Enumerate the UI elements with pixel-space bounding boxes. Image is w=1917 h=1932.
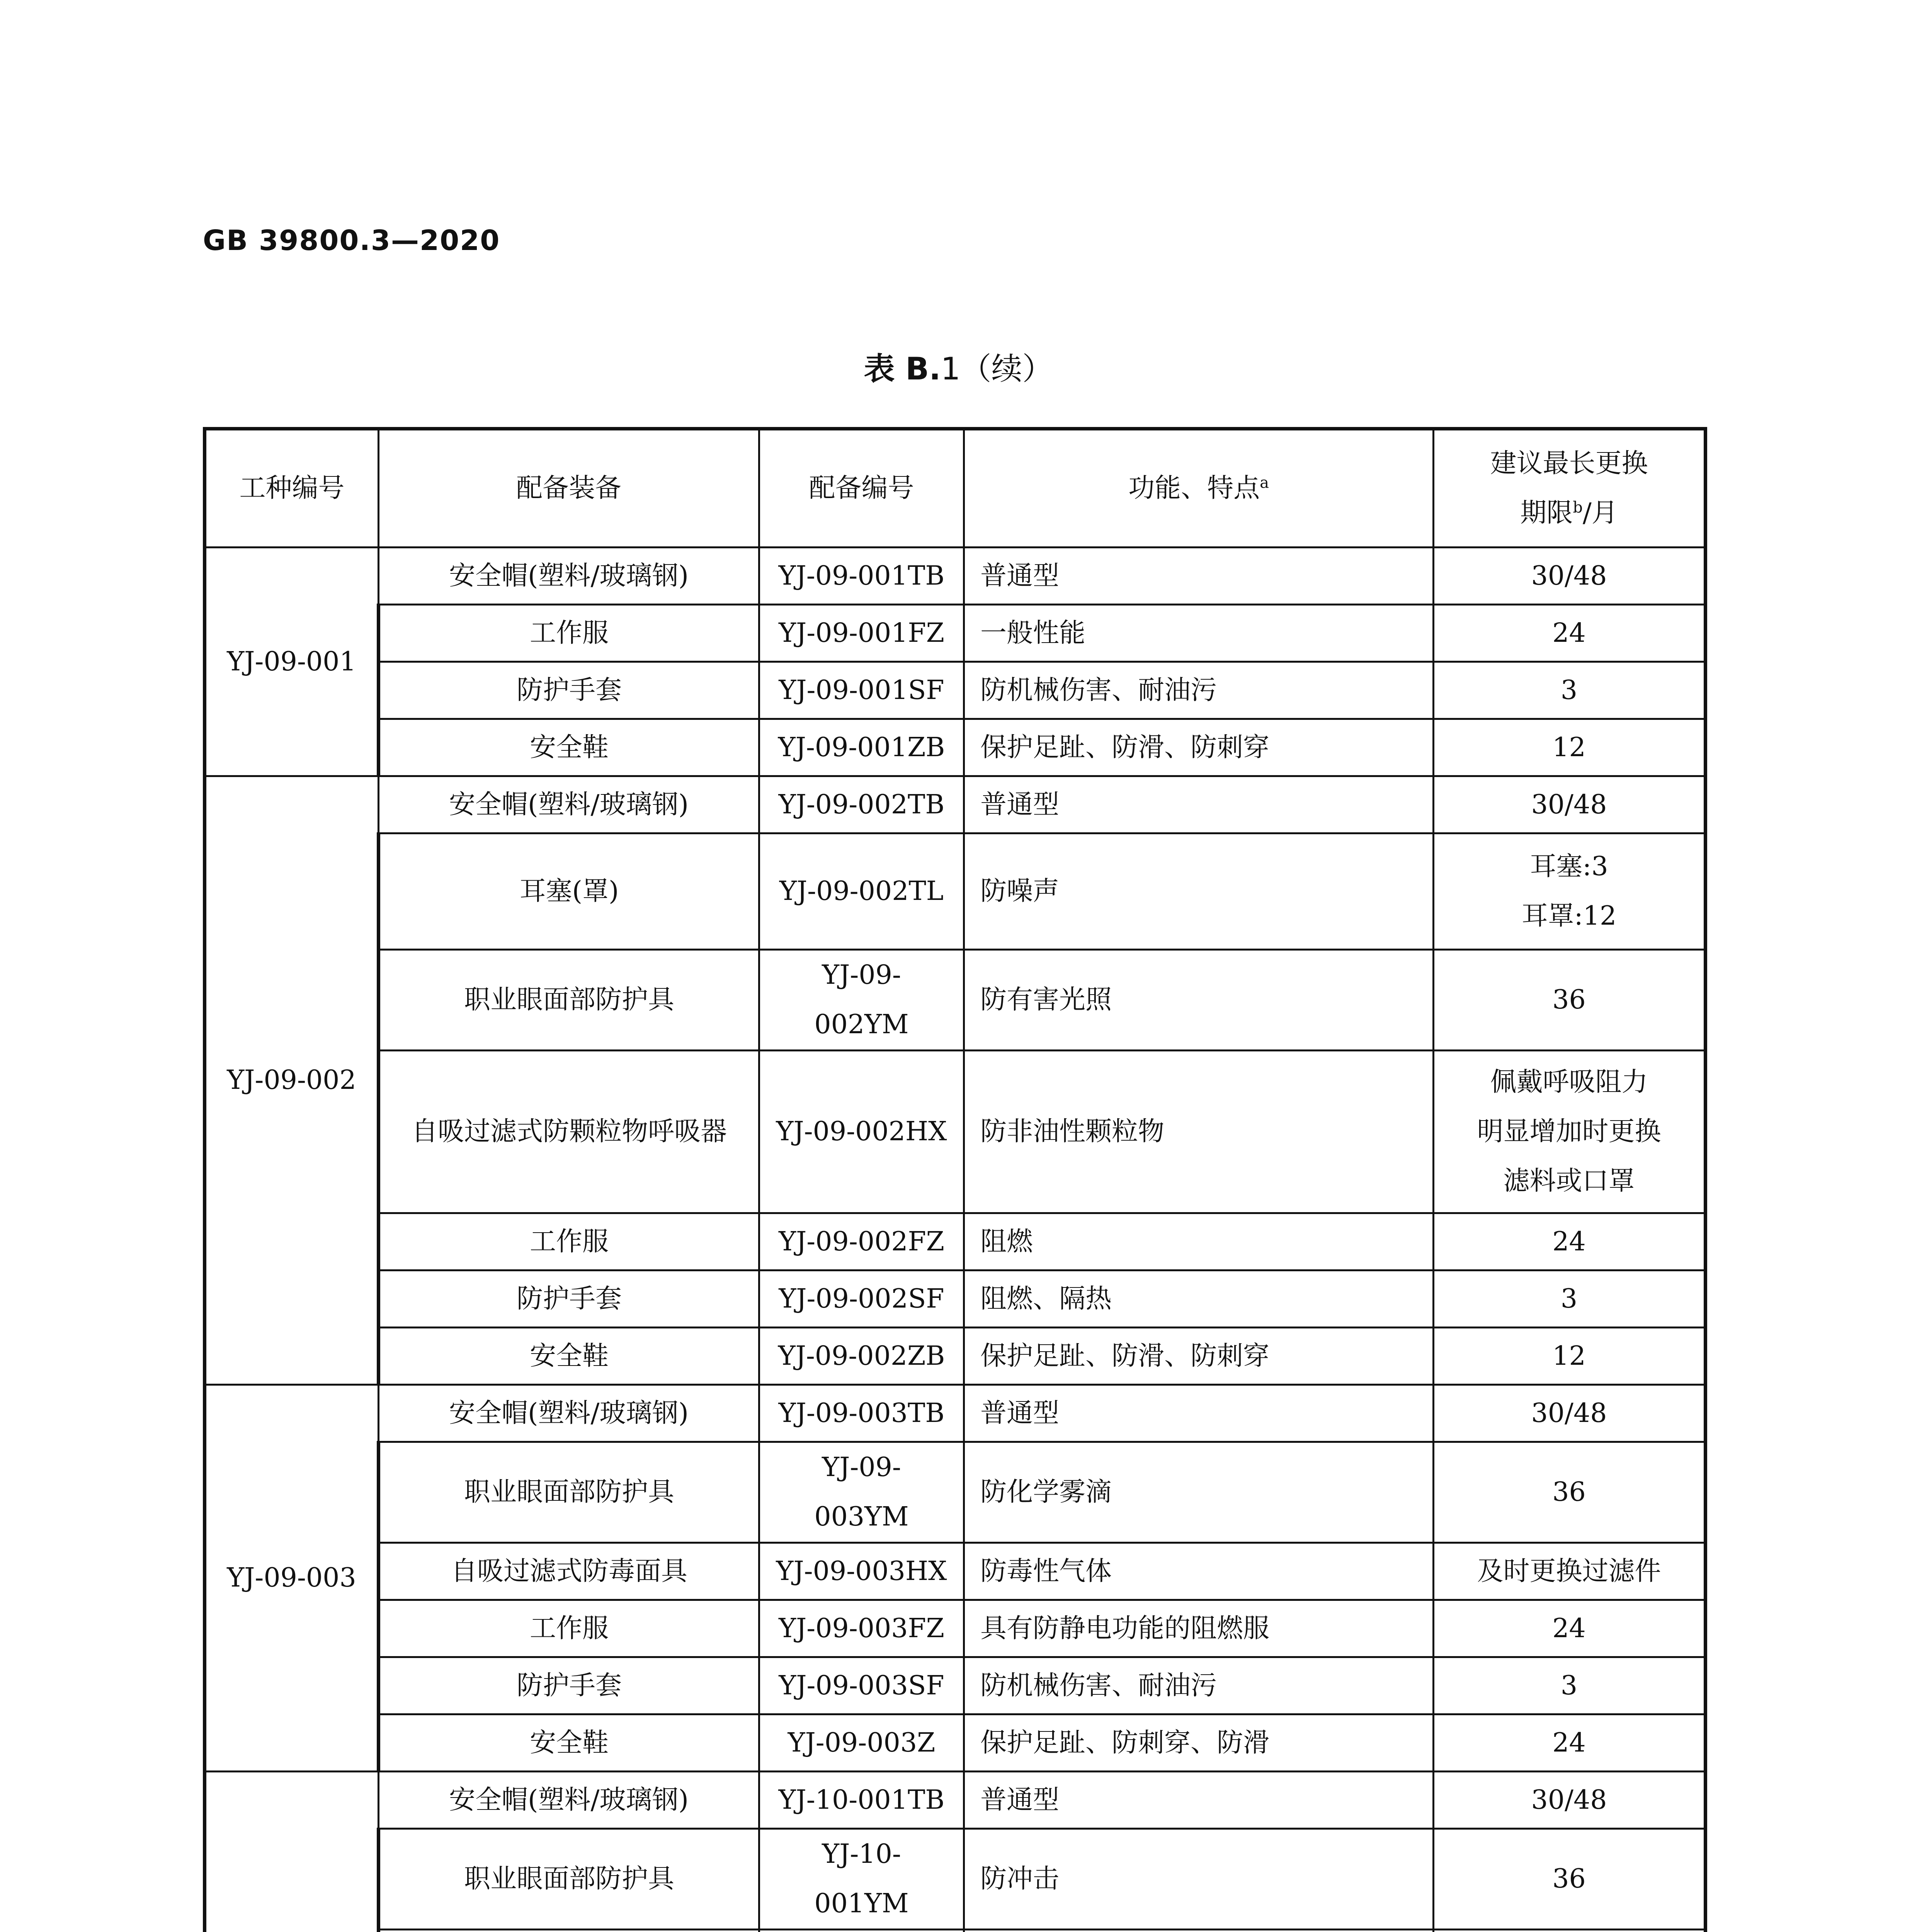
table-row bbox=[205, 662, 1706, 719]
period-cell bbox=[1434, 1051, 1706, 1213]
period-cell bbox=[1434, 719, 1706, 776]
period-line: 明显增加时更换 bbox=[1477, 1116, 1661, 1147]
period-line: 及时更换过滤件 bbox=[1477, 1556, 1661, 1587]
work-type-cell: YJ-09-001 bbox=[205, 548, 379, 776]
period-line: 30/48 bbox=[1531, 1398, 1607, 1429]
period-cell bbox=[1434, 776, 1706, 833]
col-header-work-type: 工种编号 bbox=[205, 429, 379, 548]
table-row bbox=[205, 1270, 1706, 1328]
table-row bbox=[205, 1442, 1706, 1543]
table-row bbox=[205, 1385, 1706, 1442]
period-cell bbox=[1434, 1772, 1706, 1829]
code-cell: YJ-09-002TB bbox=[759, 776, 964, 833]
period-line: 3 bbox=[1560, 1670, 1578, 1701]
code-cell bbox=[759, 1930, 964, 1932]
code-cell: YJ-09-002YM bbox=[759, 950, 964, 1051]
period-line: 耳罩:12 bbox=[1521, 901, 1617, 931]
equipment-cell: 自吸过滤式防颗粒物呼吸器 bbox=[379, 1051, 759, 1213]
period-cell bbox=[1434, 1442, 1706, 1543]
equipment-cell: 安全鞋 bbox=[379, 1328, 759, 1385]
period-line: 36 bbox=[1552, 1864, 1586, 1894]
period-line: 滤料或口罩 bbox=[1503, 1166, 1635, 1196]
period-line: 30/48 bbox=[1531, 789, 1607, 820]
code-cell: YJ-09-001TB bbox=[759, 548, 964, 605]
function-cell: 一般性能 bbox=[964, 605, 1434, 662]
table-row bbox=[205, 548, 1706, 605]
code-cell: YJ-10-001TB bbox=[759, 1772, 964, 1829]
table-row bbox=[205, 1930, 1706, 1932]
period-cell bbox=[1434, 605, 1706, 662]
function-cell: 普通型 bbox=[964, 1772, 1434, 1829]
period-cell bbox=[1434, 1930, 1706, 1932]
function-cell: 防冲击 bbox=[964, 1829, 1434, 1930]
period-cell bbox=[1434, 1270, 1706, 1328]
period-line: 3 bbox=[1560, 675, 1578, 706]
col-header-equipment: 配备装备 bbox=[379, 429, 759, 548]
work-type-cell bbox=[205, 1772, 379, 1932]
equipment-cell: 安全帽(塑料/玻璃钢) bbox=[379, 776, 759, 833]
equipment-cell: 工作服 bbox=[379, 1213, 759, 1270]
period-cell bbox=[1434, 833, 1706, 950]
equipment-cell: 安全帽(塑料/玻璃钢) bbox=[379, 1772, 759, 1829]
function-cell: 具有防静电功能的阻燃服 bbox=[964, 1600, 1434, 1657]
code-cell: YJ-09-003FZ bbox=[759, 1600, 964, 1657]
code-cell: YJ-09-002TL bbox=[759, 833, 964, 950]
function-cell: 防机械伤害、耐油污 bbox=[964, 662, 1434, 719]
col-header-period bbox=[1434, 429, 1706, 548]
equipment-cell: 职业眼面部防护具 bbox=[379, 1829, 759, 1930]
equipment-cell: 工作服 bbox=[379, 605, 759, 662]
col-header-period-unit: /月 bbox=[1582, 498, 1618, 528]
function-cell: 防非油性颗粒物 bbox=[964, 1051, 1434, 1213]
function-cell: 保护足趾、防滑、防刺穿 bbox=[964, 719, 1434, 776]
col-header-function bbox=[964, 429, 1434, 548]
equipment-cell: 防护手套 bbox=[379, 662, 759, 719]
table-row bbox=[205, 1328, 1706, 1385]
function-cell: 防化学雾滴 bbox=[964, 1442, 1434, 1543]
function-cell: 防机械伤害、耐油污 bbox=[964, 1657, 1434, 1714]
table-row bbox=[205, 1600, 1706, 1657]
code-cell: YJ-10-001YM bbox=[759, 1829, 964, 1930]
table-body bbox=[205, 548, 1706, 1932]
table-header-row bbox=[205, 429, 1706, 548]
work-type-cell: YJ-09-003 bbox=[205, 1385, 379, 1772]
table-row bbox=[205, 1213, 1706, 1270]
code-cell: YJ-09-003YM bbox=[759, 1442, 964, 1543]
period-line: 36 bbox=[1552, 985, 1586, 1015]
table-row bbox=[205, 1657, 1706, 1714]
table-row bbox=[205, 1543, 1706, 1600]
equipment-table bbox=[203, 427, 1707, 1932]
period-line: 12 bbox=[1552, 1340, 1586, 1371]
period-cell bbox=[1434, 1657, 1706, 1714]
function-cell: 普通型 bbox=[964, 776, 1434, 833]
code-cell: YJ-09-001SF bbox=[759, 662, 964, 719]
code-cell: YJ-09-002SF bbox=[759, 1270, 964, 1328]
col-header-function-label: 功能、特点 bbox=[1128, 473, 1260, 503]
period-cell bbox=[1434, 548, 1706, 605]
function-cell: 防噪声 bbox=[964, 833, 1434, 950]
function-cell: 防有害光照 bbox=[964, 950, 1434, 1051]
equipment-cell: 安全鞋 bbox=[379, 1714, 759, 1772]
work-type-cell: YJ-09-002 bbox=[205, 776, 379, 1385]
function-cell: 阻燃 bbox=[964, 1213, 1434, 1270]
equipment-cell: 安全鞋 bbox=[379, 719, 759, 776]
table-title-label: 表 B. bbox=[864, 351, 941, 387]
table-row bbox=[205, 833, 1706, 950]
code-cell: YJ-09-003HX bbox=[759, 1543, 964, 1600]
col-header-code: 配备编号 bbox=[759, 429, 964, 548]
period-cell bbox=[1434, 662, 1706, 719]
footnote-marker-b: b bbox=[1573, 498, 1583, 517]
period-line: 佩戴呼吸阻力 bbox=[1490, 1067, 1648, 1097]
function-cell: 保护足趾、防刺穿、防滑 bbox=[964, 1714, 1434, 1772]
period-line: 24 bbox=[1552, 1226, 1586, 1257]
function-cell: 普通型 bbox=[964, 1385, 1434, 1442]
period-line: 耳塞:3 bbox=[1530, 851, 1608, 882]
period-line: 24 bbox=[1552, 1613, 1586, 1644]
code-cell: YJ-09-002HX bbox=[759, 1051, 964, 1213]
period-line: 3 bbox=[1560, 1283, 1578, 1314]
period-cell bbox=[1434, 1714, 1706, 1772]
table-row bbox=[205, 776, 1706, 833]
code-cell: YJ-09-001ZB bbox=[759, 719, 964, 776]
equipment-cell: 安全帽(塑料/玻璃钢) bbox=[379, 1385, 759, 1442]
code-cell: YJ-09-001FZ bbox=[759, 605, 964, 662]
equipment-cell: 耳塞(罩) bbox=[379, 833, 759, 950]
table-row bbox=[205, 719, 1706, 776]
period-line: 24 bbox=[1552, 617, 1586, 648]
period-cell bbox=[1434, 1600, 1706, 1657]
table-row bbox=[205, 1051, 1706, 1213]
code-cell: YJ-09-002ZB bbox=[759, 1328, 964, 1385]
footnote-marker-a: a bbox=[1260, 474, 1269, 492]
table-row bbox=[205, 1829, 1706, 1930]
period-cell bbox=[1434, 1328, 1706, 1385]
function-cell: 防毒性气体 bbox=[964, 1543, 1434, 1600]
table-row bbox=[205, 1772, 1706, 1829]
code-cell: YJ-09-003TB bbox=[759, 1385, 964, 1442]
code-cell: YJ-09-003SF bbox=[759, 1657, 964, 1714]
code-cell: YJ-09-002FZ bbox=[759, 1213, 964, 1270]
code-cell: YJ-09-003Z bbox=[759, 1714, 964, 1772]
table-title-continued: 1（续） bbox=[941, 351, 1053, 387]
equipment-cell: 职业眼面部防护具 bbox=[379, 1442, 759, 1543]
period-line: 24 bbox=[1552, 1727, 1586, 1758]
table-row bbox=[205, 1714, 1706, 1772]
period-line: 30/48 bbox=[1531, 560, 1607, 591]
function-cell: 阻燃、隔热 bbox=[964, 1270, 1434, 1328]
equipment-cell: 职业眼面部防护具 bbox=[379, 950, 759, 1051]
standard-code: GB 39800.3—2020 bbox=[203, 224, 500, 257]
period-line: 12 bbox=[1552, 732, 1586, 763]
period-cell bbox=[1434, 950, 1706, 1051]
function-cell: 保护足趾、防滑、防刺穿 bbox=[964, 1328, 1434, 1385]
equipment-cell bbox=[379, 1930, 759, 1932]
equipment-cell: 工作服 bbox=[379, 1600, 759, 1657]
period-line: 36 bbox=[1552, 1477, 1586, 1507]
table-row bbox=[205, 950, 1706, 1051]
equipment-cell: 自吸过滤式防毒面具 bbox=[379, 1543, 759, 1600]
col-header-period-label: 期限 bbox=[1520, 498, 1573, 528]
table-row bbox=[205, 605, 1706, 662]
period-cell bbox=[1434, 1829, 1706, 1930]
equipment-cell: 防护手套 bbox=[379, 1270, 759, 1328]
period-cell bbox=[1434, 1213, 1706, 1270]
function-cell bbox=[964, 1930, 1434, 1932]
period-line: 30/48 bbox=[1531, 1784, 1607, 1815]
period-cell bbox=[1434, 1385, 1706, 1442]
col-header-period-line1: 建议最长更换 bbox=[1490, 448, 1648, 479]
equipment-cell: 防护手套 bbox=[379, 1657, 759, 1714]
table-title bbox=[0, 344, 1917, 388]
period-cell bbox=[1434, 1543, 1706, 1600]
equipment-cell: 安全帽(塑料/玻璃钢) bbox=[379, 548, 759, 605]
col-header-period-line2 bbox=[1450, 488, 1688, 538]
function-cell: 普通型 bbox=[964, 548, 1434, 605]
